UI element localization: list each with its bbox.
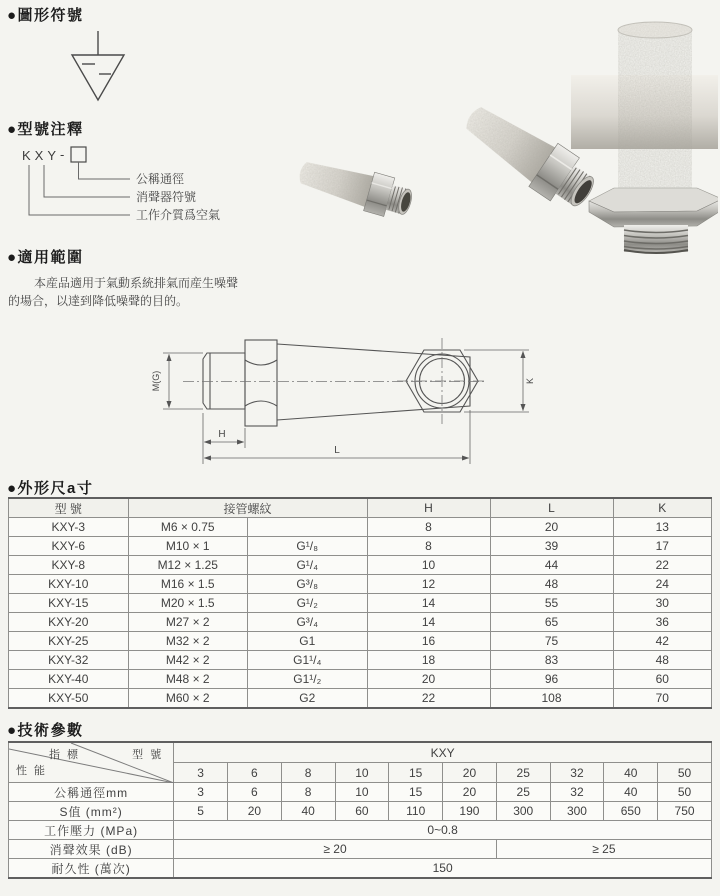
dim-l-cell: 39 <box>490 537 613 556</box>
param-svalue-row <box>9 802 712 821</box>
param-svalue-value-cell: 60 <box>335 802 389 821</box>
param-svalue-value-cell: 650 <box>604 802 658 821</box>
section-title-technical-parameters: ●技術參數 <box>7 722 84 739</box>
param-pressure-label: 工作壓力 (MPa) <box>9 821 174 840</box>
dim-k-cell: 70 <box>613 689 711 709</box>
notation-label-bore: 公稱通徑 <box>136 172 185 186</box>
param-durability-row <box>9 859 712 879</box>
dim-thread-g-cell: G³/₄ <box>248 613 368 632</box>
dimensions-header-row <box>9 498 712 518</box>
dim-h-cell: 12 <box>367 575 490 594</box>
dim-thread-g-cell: G1¹/₂ <box>248 670 368 689</box>
param-size-header-cell: 50 <box>658 763 712 783</box>
dim-model-cell: KXY-32 <box>9 651 129 670</box>
param-svalue-label: S值 (mm²) <box>9 802 174 821</box>
parameters-table <box>8 741 712 879</box>
param-noise-right-value: ≥ 25 <box>496 840 711 859</box>
section-title-model-notation: ●型號注釋 <box>7 121 84 138</box>
model-code: KXY <box>22 148 61 163</box>
param-bore-value-cell: 8 <box>281 783 335 802</box>
param-pressure-value: 0~0.8 <box>174 821 712 840</box>
dim-model-cell: KXY-10 <box>9 575 129 594</box>
dim-thread-metric-cell: M10 × 1 <box>128 537 248 556</box>
param-bore-row <box>9 783 712 802</box>
param-bore-value-cell: 15 <box>389 783 443 802</box>
table-row <box>9 594 712 613</box>
param-svalue-value-cell: 750 <box>658 802 712 821</box>
param-size-header-cell: 40 <box>604 763 658 783</box>
dim-h-cell: 16 <box>367 632 490 651</box>
dim-l-cell: 75 <box>490 632 613 651</box>
dim-k-cell: 30 <box>613 594 711 613</box>
dim-thread-g-cell: G2 <box>248 689 368 709</box>
application-line-1: 本産品適用于氣動系統排氣而産生噪聲 <box>34 276 239 290</box>
dim-thread-metric-cell: M48 × 2 <box>128 670 248 689</box>
dim-thread-metric-cell: M12 × 1.25 <box>128 556 248 575</box>
application-line-2: 的場合，以達到降低噪聲的目的。 <box>8 294 189 308</box>
dim-label-l: L <box>334 445 340 456</box>
silencer-symbol-drawing <box>58 28 138 106</box>
dim-thread-metric-cell: M32 × 2 <box>128 632 248 651</box>
dim-label-mg: M(G) <box>151 370 161 392</box>
table-row <box>9 518 712 537</box>
param-size-header-cell: 3 <box>174 763 228 783</box>
dim-thread-metric-cell: M60 × 2 <box>128 689 248 709</box>
param-svalue-value-cell: 300 <box>550 802 604 821</box>
dim-header-h: H <box>367 498 490 518</box>
corner-header-cell <box>9 742 174 783</box>
param-bore-value-cell: 20 <box>443 783 497 802</box>
dim-h-cell: 14 <box>367 613 490 632</box>
table-row <box>9 651 712 670</box>
param-size-header-cell: 6 <box>228 763 282 783</box>
dim-thread-g-cell: G1 <box>248 632 368 651</box>
param-bore-value-cell: 50 <box>658 783 712 802</box>
param-series-row <box>9 742 712 763</box>
dim-k-cell: 36 <box>613 613 711 632</box>
dim-k-cell: 48 <box>613 651 711 670</box>
application-text <box>8 274 276 310</box>
table-row <box>9 613 712 632</box>
dim-l-cell: 96 <box>490 670 613 689</box>
corner-label-model: 型 號 <box>132 749 164 761</box>
param-bore-label: 公稱通徑mm <box>9 783 174 802</box>
dim-h-cell: 14 <box>367 594 490 613</box>
section-title-outline-dimensions: ●外形尺a寸 <box>7 480 94 497</box>
dim-l-cell: 55 <box>490 594 613 613</box>
dim-thread-metric-cell: M27 × 2 <box>128 613 248 632</box>
product-photo <box>293 4 718 256</box>
table-row <box>9 575 712 594</box>
param-svalue-value-cell: 190 <box>443 802 497 821</box>
param-svalue-value-cell: 110 <box>389 802 443 821</box>
param-svalue-value-cell: 5 <box>174 802 228 821</box>
dim-thread-metric-cell: M6 × 0.75 <box>128 518 248 537</box>
dim-thread-g-cell: G¹/₄ <box>248 556 368 575</box>
dim-header-k: K <box>613 498 711 518</box>
table-row <box>9 537 712 556</box>
dim-thread-g-cell: G³/₈ <box>248 575 368 594</box>
dim-thread-g-cell: G¹/₈ <box>248 537 368 556</box>
table-row <box>9 670 712 689</box>
dim-model-cell: KXY-15 <box>9 594 129 613</box>
dim-l-cell: 48 <box>490 575 613 594</box>
dim-k-cell: 13 <box>613 518 711 537</box>
dim-k-cell: 24 <box>613 575 711 594</box>
dim-h-cell: 8 <box>367 518 490 537</box>
dim-k-cell: 42 <box>613 632 711 651</box>
param-svalue-value-cell: 300 <box>496 802 550 821</box>
param-size-header-cell: 15 <box>389 763 443 783</box>
dim-model-cell: KXY-25 <box>9 632 129 651</box>
dim-model-cell: KXY-50 <box>9 689 129 709</box>
param-svalue-value-cell: 20 <box>228 802 282 821</box>
dim-model-cell: KXY-6 <box>9 537 129 556</box>
dim-k-cell: 17 <box>613 537 711 556</box>
model-size-box <box>71 147 86 162</box>
param-bore-value-cell: 40 <box>604 783 658 802</box>
dim-l-cell: 65 <box>490 613 613 632</box>
param-size-header-cell: 25 <box>496 763 550 783</box>
dim-k-cell: 22 <box>613 556 711 575</box>
dim-label-h: H <box>218 429 226 440</box>
param-noise-label: 消聲效果 (dB) <box>9 840 174 859</box>
dim-model-cell: KXY-20 <box>9 613 129 632</box>
param-bore-value-cell: 6 <box>228 783 282 802</box>
dim-thread-metric-cell: M20 × 1.5 <box>128 594 248 613</box>
corner-label-index: 指 標 <box>49 749 81 761</box>
dim-thread-g-cell <box>248 518 368 537</box>
silencer-photo-small <box>295 153 416 223</box>
param-series-header: KXY <box>174 742 712 763</box>
param-durability-value: 150 <box>174 859 712 879</box>
notation-connector-lines <box>29 162 130 215</box>
dim-model-cell: KXY-3 <box>9 518 129 537</box>
dim-h-cell: 22 <box>367 689 490 709</box>
dim-k-cell: 60 <box>613 670 711 689</box>
param-size-header-cell: 32 <box>550 763 604 783</box>
dim-thread-g-cell: G¹/₂ <box>248 594 368 613</box>
dim-model-cell: KXY-8 <box>9 556 129 575</box>
dimensions-table-body <box>9 518 712 709</box>
silencer-photo-large <box>571 22 718 253</box>
param-bore-value-cell: 10 <box>335 783 389 802</box>
dimension-drawing <box>125 318 595 470</box>
param-svalue-value-cell: 40 <box>281 802 335 821</box>
table-row <box>9 689 712 709</box>
corner-label-performance: 性 能 <box>16 765 48 777</box>
section-title-application-range: ●適用範圍 <box>7 249 84 266</box>
param-noise-left-value: ≥ 20 <box>174 840 497 859</box>
param-bore-value-cell: 32 <box>550 783 604 802</box>
param-size-header-cell: 10 <box>335 763 389 783</box>
dim-l-cell: 20 <box>490 518 613 537</box>
table-row <box>9 632 712 651</box>
notation-label-medium: 工作介質爲空氣 <box>136 208 221 222</box>
dim-h-cell: 10 <box>367 556 490 575</box>
dim-l-cell: 83 <box>490 651 613 670</box>
dim-l-cell: 44 <box>490 556 613 575</box>
dimensions-table <box>8 497 712 709</box>
param-size-header-cell: 8 <box>281 763 335 783</box>
param-noise-row <box>9 840 712 859</box>
table-row <box>9 556 712 575</box>
dim-header-l: L <box>490 498 613 518</box>
notation-label-silencer: 消聲器符號 <box>136 190 197 204</box>
model-separator: - <box>60 147 65 162</box>
dim-h-cell: 18 <box>367 651 490 670</box>
dim-h-cell: 20 <box>367 670 490 689</box>
dim-h-cell: 8 <box>367 537 490 556</box>
dim-header-thread: 接管螺紋 <box>128 498 367 518</box>
dim-l-cell: 108 <box>490 689 613 709</box>
dim-thread-g-cell: G1¹/₄ <box>248 651 368 670</box>
dim-thread-metric-cell: M42 × 2 <box>128 651 248 670</box>
dim-label-k: K <box>525 377 535 385</box>
param-pressure-row <box>9 821 712 840</box>
param-bore-value-cell: 25 <box>496 783 550 802</box>
param-bore-value-cell: 3 <box>174 783 228 802</box>
param-size-header-cell: 20 <box>443 763 497 783</box>
section-title-graphic-symbol: ●圖形符號 <box>7 7 84 24</box>
dim-header-model: 型 號 <box>9 498 129 518</box>
param-durability-label: 耐久性 (萬次) <box>9 859 174 879</box>
dim-model-cell: KXY-40 <box>9 670 129 689</box>
centerlines <box>183 338 487 424</box>
dim-thread-metric-cell: M16 × 1.5 <box>128 575 248 594</box>
